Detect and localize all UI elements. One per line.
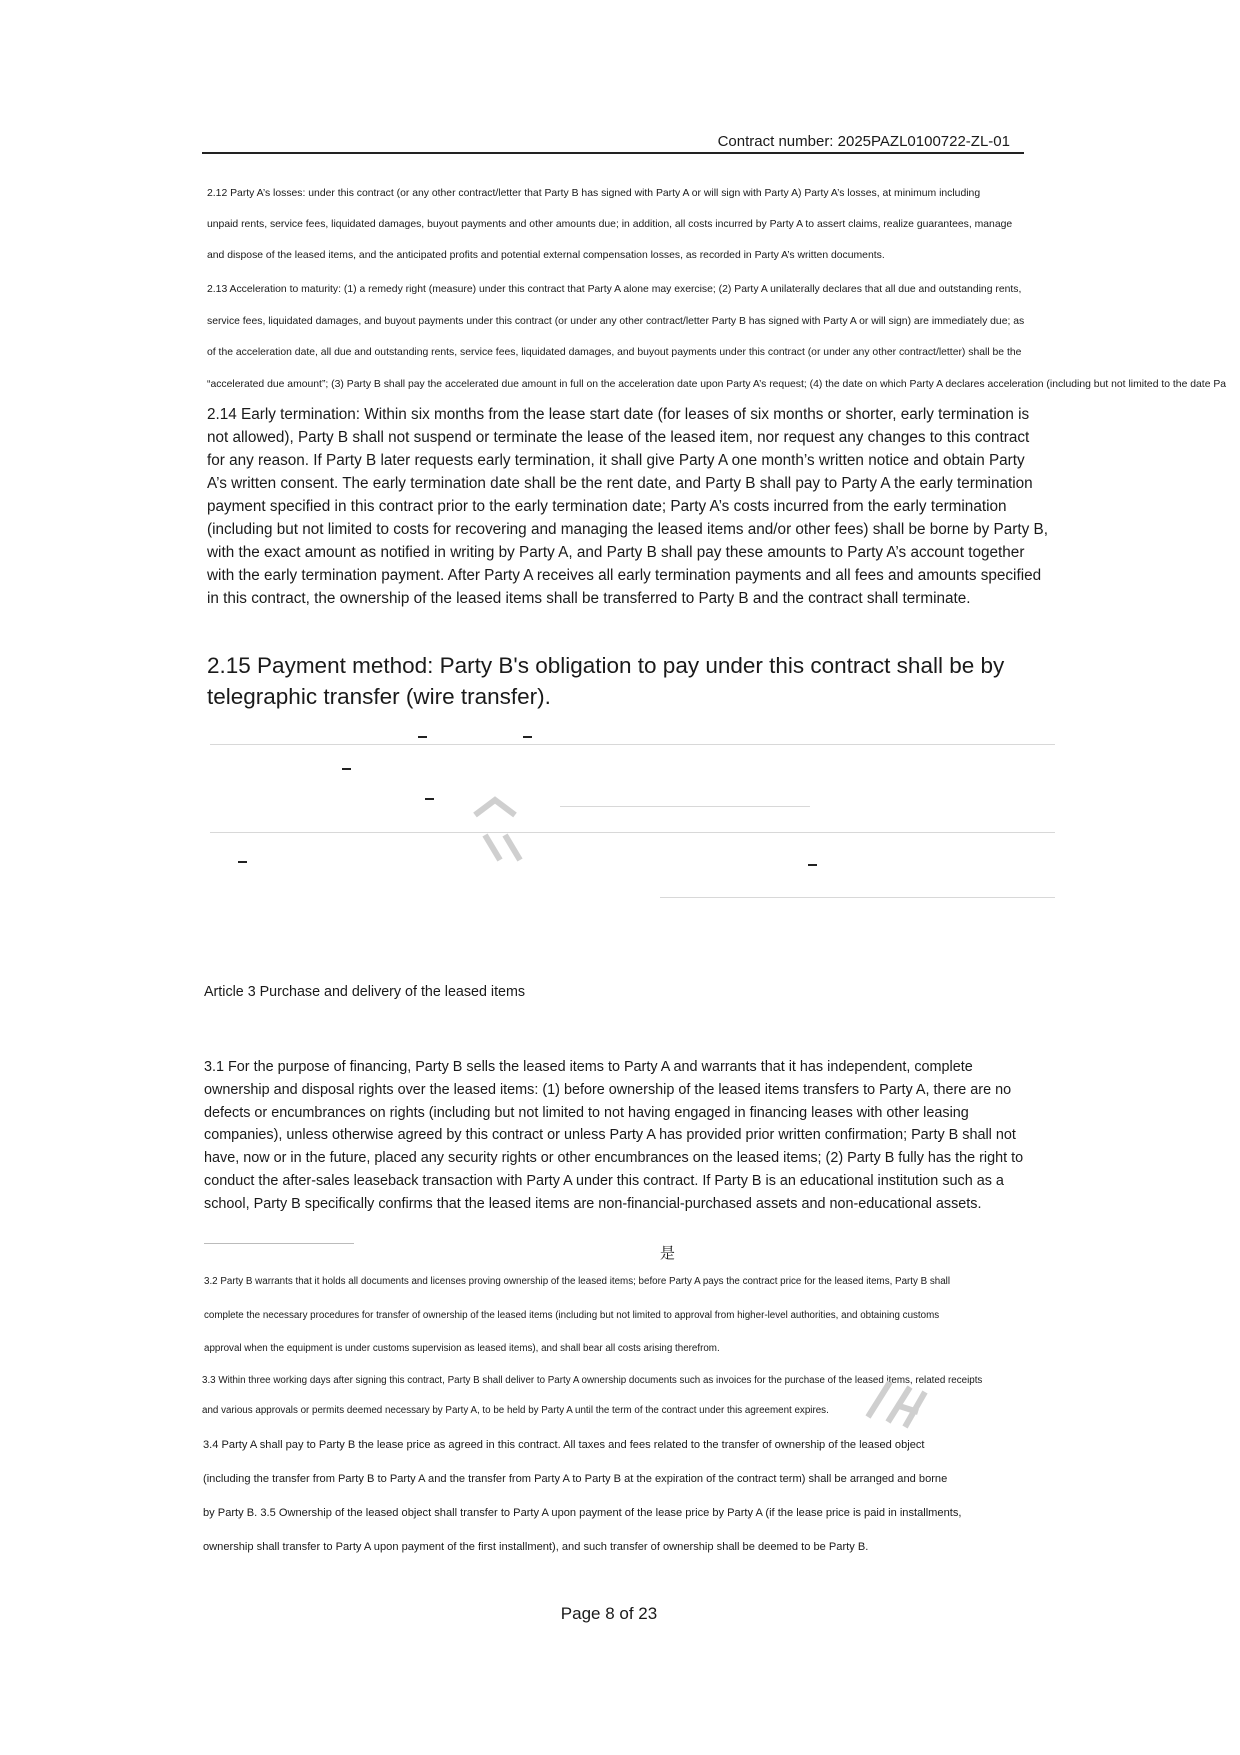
scan-artifact-dash [523, 736, 532, 738]
text-line: and dispose of the leased items, and the anticipated profits and potential external compensation losses, as recorded in Party A’s written documents. [207, 250, 885, 261]
article-3-heading: Article 3 Purchase and delivery of the leased items [204, 984, 526, 1000]
scan-artifact-dash [342, 768, 351, 770]
text-line: defects or encumbrances on rights (including but not limited to not having engaged in financing leases with other leasing [204, 1104, 969, 1121]
clause-3-4-3-5 [203, 1428, 961, 1564]
text-line: approval when the equipment is under customs supervision as leased items), and shall bear all costs arising therefrom. [204, 1343, 720, 1354]
scan-artifact-line [210, 744, 1055, 745]
text-line: conduct the after-sales leaseback transaction with Party A under this contract. If Party B is an educational institution such as a [204, 1172, 1004, 1189]
contract-number: Contract number: 2025PAZL0100722-ZL-01 [717, 133, 1010, 150]
stamp-fragment: 是 [660, 1244, 676, 1262]
text-line: unpaid rents, service fees, liquidated damages, buyout payments and other amounts due; in addition, all costs incurred by Party A to assert claims, realize guarantees, manage [207, 219, 1013, 230]
text-line: 3.3 Within three working days after signing this contract, Party B shall deliver to Party A ownership documents such as invoices for the purchase of the leased items, related receipts [202, 1375, 983, 1386]
text-line: with the early termination payment. After Party A receives all early termination payments and all fees and amounts specified [207, 567, 1042, 584]
clause-2-12 [207, 178, 1012, 271]
header-divider [202, 152, 1024, 154]
scan-artifact-line [660, 897, 1055, 898]
text-line: A’s written consent. The early termination date shall be the rent date, and Party B shall pay to Party A the early termination [207, 475, 1033, 492]
clause-3-1 [204, 1056, 1023, 1216]
scan-artifact-dash [238, 861, 247, 863]
text-line: by Party B. 3.5 Ownership of the leased object shall transfer to Party A upon payment of the lease price by Party A (if the lease price is paid in installments, [203, 1507, 962, 1519]
text-line: 3.4 Party A shall pay to Party B the lease price as agreed in this contract. All taxes and fees related to the transfer of ownership of the leased object [203, 1439, 925, 1451]
scan-artifact-dash [808, 864, 817, 866]
text-line: service fees, liquidated damages, and buyout payments under this contract (or under any other contract/letter Party B has signed with Party A or will sign) are immediately due; as [207, 315, 1025, 327]
clause-3-2 [204, 1265, 950, 1366]
text-line: (including but not limited to costs for recovering and managing the leased items and/or other fees) shall be borne by Party B, [207, 521, 1048, 538]
text-line: not allowed), Party B shall not suspend or terminate the lease of the leased item, nor request any changes to this contract [207, 429, 1030, 446]
text-line: ownership shall transfer to Party A upon payment of the first installment), and such transfer of ownership shall be deemed to be Party B. [203, 1541, 869, 1553]
text-line: 3.1 For the purpose of financing, Party B sells the leased items to Party A and warrants that it has independent, complete [204, 1059, 973, 1075]
text-line: payment specified in this contract prior to the early termination date; Party A’s costs incurred from the early termination [207, 498, 1007, 515]
text-line: 2.14 Early termination: Within six months from the lease start date (for leases of six months or shorter, early termination is [207, 406, 1030, 423]
text-line: ownership and disposal rights over the leased items: (1) before ownership of the leased items transfers to Party A, there are no [204, 1081, 1012, 1098]
text-line: of the acceleration date, all due and outstanding rents, service fees, liquidated damages, and buyout payments under this contract (or under any other contract/letter) shall be the [207, 347, 1022, 358]
clause-2-14 [207, 403, 1048, 610]
text-line: complete the necessary procedures for transfer of ownership of the leased items (including but not limited to approval from higher-level authorities, and obtaining customs [204, 1309, 940, 1321]
text-line: with the exact amount as notified in writing by Party A, and Party B shall pay these amounts to Party A’s account together [207, 544, 1025, 561]
scan-artifact-line [560, 806, 810, 807]
clause-2-13 [207, 274, 1226, 400]
text-line: telegraphic transfer (wire transfer). [207, 684, 551, 709]
text-line: school, Party B specifically confirms that the leased items are non-financial-purchased assets and non-educational assets. [204, 1195, 982, 1212]
scan-artifact-line [210, 832, 1055, 833]
scan-artifact-dash [425, 798, 434, 800]
text-line: 2.13 Acceleration to maturity: (1) a remedy right (measure) under this contract that Party A alone may exercise; (2) Party A unilaterally declares that all due and outstanding rents, [207, 284, 1022, 295]
text-line: “accelerated due amount”; (3) Party B shall pay the accelerated due amount in full on the acceleration date upon Party A’s request; (4) the date on which Party A declares acceleration (including but not limited to the date Pa [207, 378, 1227, 390]
text-line: 3.2 Party B warrants that it holds all documents and licenses proving ownership of the leased items; before Party A pays the contract price for the leased items, Party B shall [204, 1276, 951, 1287]
scan-artifact-line [204, 1243, 354, 1244]
text-line: 2.12 Party A’s losses: under this contract (or any other contract/letter that Party B has signed with Party A or will sign with Party A) Party A’s losses, at minimum including [207, 188, 981, 199]
text-line: 2.15 Payment method: Party B's obligation to pay under this contract shall be by [207, 653, 1005, 678]
text-line: (including the transfer from Party B to Party A and the transfer from Party A to Party B at the expiration of the contract term) shall be arranged and borne [203, 1473, 948, 1485]
text-line: and various approvals or permits deemed necessary by Party A, to be held by Party A until the term of the contract under this agreement expires. [202, 1405, 829, 1416]
page-number: Page 8 of 23 [560, 1604, 658, 1623]
watermark-fragment [470, 795, 530, 865]
text-line: in this contract, the ownership of the leased items shall be transferred to Party B and the contract shall terminate. [207, 590, 971, 607]
text-line: for any reason. If Party B later requests early termination, it shall give Party A one month’s written notice and obtain Party [207, 452, 1025, 469]
scan-artifact-dash [418, 736, 427, 738]
text-line: companies), unless otherwise agreed by this contract or unless Party A has provided prior written confirmation; Party B shall not [204, 1127, 1016, 1144]
text-line: have, now or in the future, placed any security rights or other encumbrances on the leased items; (2) Party B fully has the right to [204, 1150, 1024, 1167]
watermark-fragment [860, 1372, 930, 1432]
clause-2-15 [207, 650, 1004, 712]
